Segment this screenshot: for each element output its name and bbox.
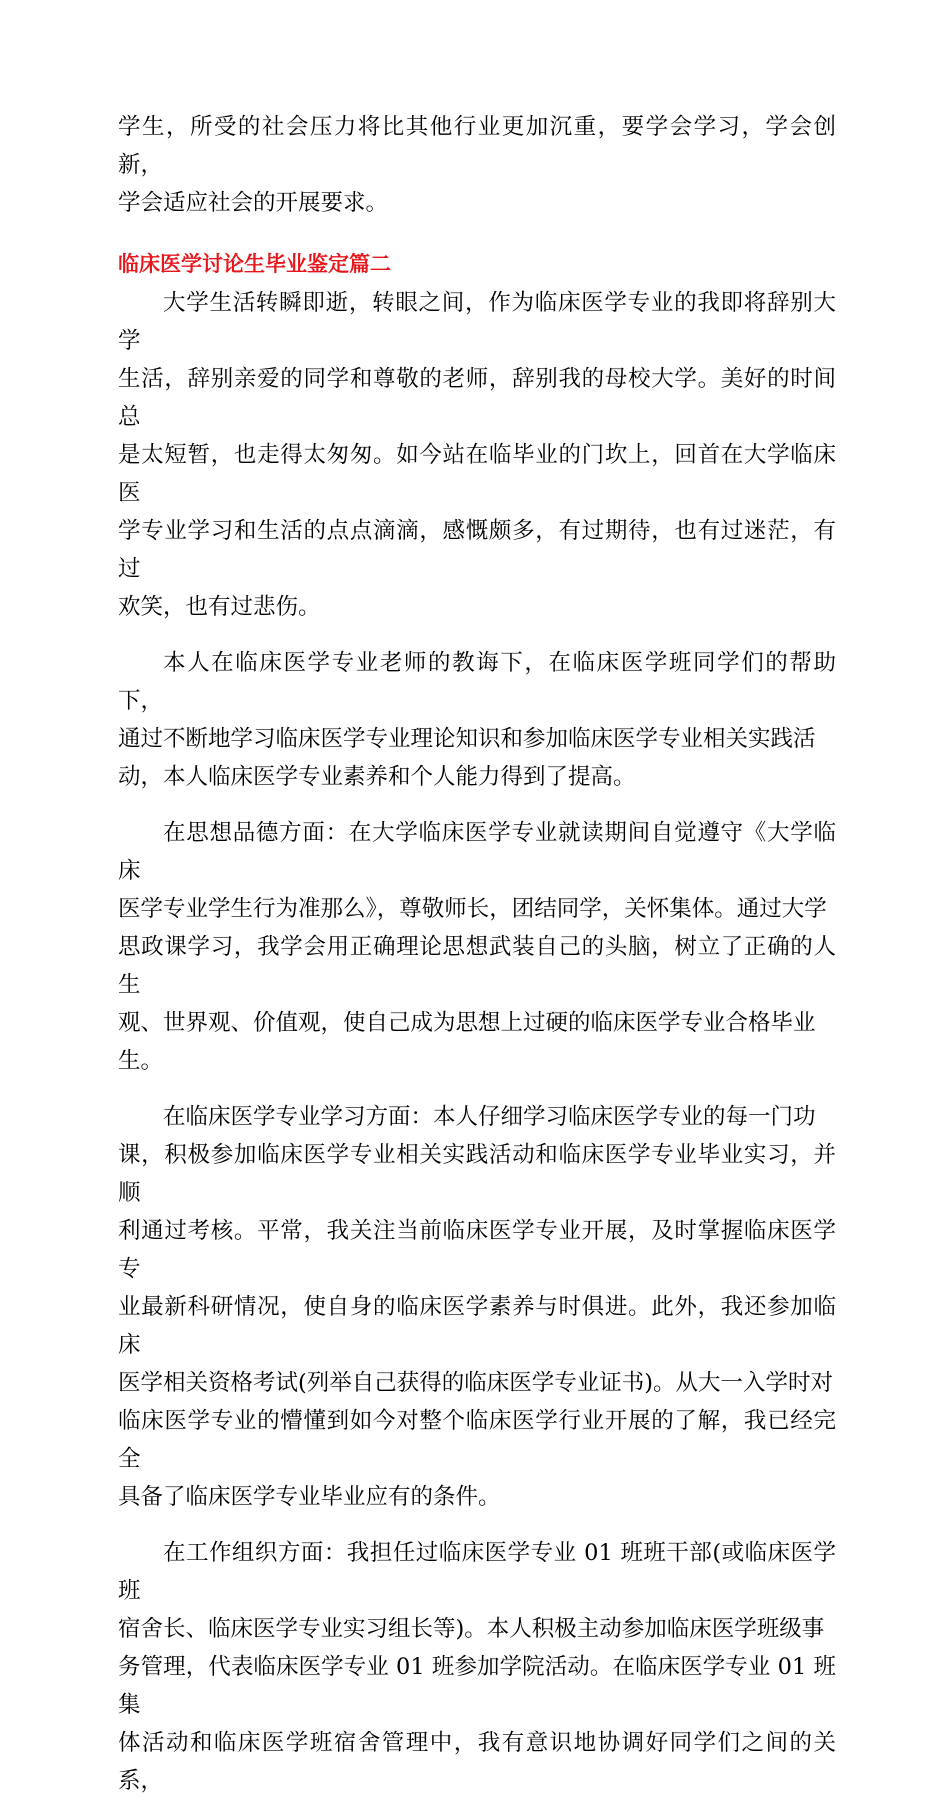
document-body — [118, 108, 836, 1800]
paragraph-work: 在工作组织方面：我担任过临床医学专业 01 班班干部(或临床医学班 宿舍长、临床医学专业实习组长等)。本人积极主动参加临床医学班级事 务管理，代表临床医学专业 01 班参加学院活动。在临床医学专业 01 班集 体活动和临床医学班宿舍管理中，我有意识地协调好同学们之间的关系， — [118, 1540, 836, 1794]
continuation-paragraph: 学生，所受的社会压力将比其他行业更加沉重，要学会学习，学会创新， 学会适应社会的开展要求。 — [118, 114, 836, 216]
paragraph-study: 在临床医学专业学习方面：本人仔细学习临床医学专业的每一门功 课，积极参加临床医学专业相关实践活动和临床医学专业毕业实习，并顺 利通过考核。平常，我关注当前临床医学专业开展，及时掌握临床医学专 业最新科研情况，使自身的临床医学素养与时俱进。此外，我还参加临床 医学相关资格考试(列举自己获得的临床医学专业证书)。从大一入学时对 临床医学专业的懵懂到如今对整个临床医学行业开展的了解，我已经完全 具备了临床医学专业毕业应有的条件。 — [118, 1104, 836, 1510]
paragraph-summary: 本人在临床医学专业老师的教诲下，在临床医学班同学们的帮助下， 通过不断地学习临床医学专业理论知识和参加临床医学专业相关实践活 动，本人临床医学专业素养和个人能力得到了提高。 — [118, 650, 836, 790]
paragraph-intro: 大学生活转瞬即逝，转眼之间，作为临床医学专业的我即将辞别大学 生活，辞别亲爱的同学和尊敬的老师，辞别我的母校大学。美好的时间总 是太短暂，也走得太匆匆。如今站在临毕业的门坎上，回首在大学临床医 学专业学习和生活的点点滴滴，感慨颇多，有过期待，也有过迷茫，有过 欢笑，也有过悲伤。 — [118, 290, 836, 620]
section-heading: 临床医学讨论生毕业鉴定篇二 — [118, 252, 391, 276]
paragraph-ideology: 在思想品德方面：在大学临床医学专业就读期间自觉遵守《大学临床 医学专业学生行为准那么》，尊敬师长，团结同学，关怀集体。通过大学 思政课学习，我学会用正确理论思想武装自己的头脑，树立了正确的人生 观、世界观、价值观，使自己成为思想上过硬的临床医学专业合格毕业 生。 — [118, 820, 836, 1074]
